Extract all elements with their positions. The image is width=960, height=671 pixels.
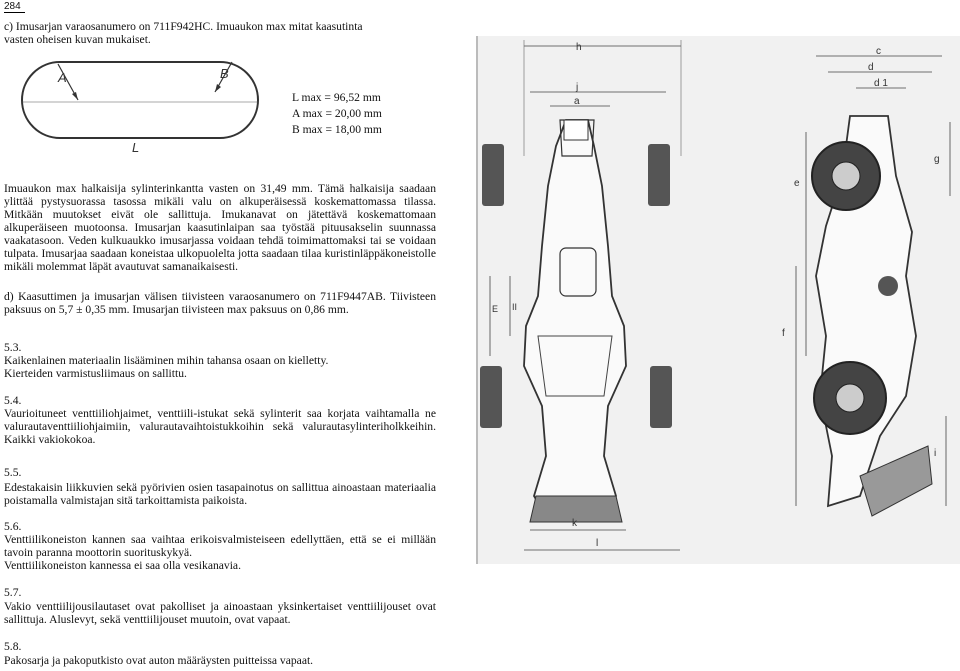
label-l: L — [132, 140, 140, 155]
section-5-8-heading: 5.8. — [4, 640, 22, 653]
label-a: A — [58, 70, 67, 85]
dim-label-i: i — [934, 448, 937, 459]
rear-wheel-right — [650, 366, 672, 428]
page-number: 284 — [4, 1, 25, 13]
dim-label-k: k — [572, 518, 577, 529]
section-5-6-text: Venttiilikoneiston kannen saa vaihtaa erikoisvalmisteiseen edellyttäen, että se ei millään tavoin paranna moottorin suorituskykyä. Venttiilikoneiston kannessa ei saa olla vesikanavia. — [4, 533, 436, 572]
intake-intro-line-2: vasten oheisen kuvan mukaiset. — [4, 33, 151, 46]
section-5-7-text: Vakio venttiilijousilautaset ovat pakolliset ja ainoastaan yksinkertaiset venttiilijouset ovat sallittuja. Aluslevyt, sekä venttiilijouset muutoin, ovat vapaat. — [4, 600, 436, 626]
intake-body: Imuaukon max halkaisija sylinterinkantta vasten on 31,49 mm. Tämä halkaisija saadaan ylittää pystysuorassa tasossa mikäli valu on alkuperäisessä koskemattomassa tilassa. Mitkään muutokset eivät ole sallittuja. Imukanavat on jätettävä koskemattomaan alkuperäiseen muotoonsa. Imusarjan kaasutinlaipan saa työstää pituusakselin suunnassa vaakatasoon. Veden kulkuaukko imusarjassa voidaan tehdä toimimattomaksi tai se voidaan tulpata. Imusarjaa saadaan koneistaa ulkopuolelta jotta saadaan tilaa kuristinläppäkoneistolle mikäli molemmat läpät avautuvat samanaikaisesti. — [4, 182, 436, 273]
section-5-3-text: Kaikenlainen materiaalin lisääminen mihin tahansa osaan on kielletty. Kierteiden varmistusliimaus on sallittu. — [4, 354, 329, 380]
top-view-nose-tip — [564, 120, 588, 140]
dim-label-l: l — [596, 538, 599, 549]
car-dimension-drawing — [476, 36, 960, 564]
intake-opening-diagram — [20, 48, 260, 158]
dim-label-h: h — [576, 42, 582, 53]
section-5-3-heading: 5.3. — [4, 341, 22, 354]
section-5-7-heading: 5.7. — [4, 586, 22, 599]
intake-intro-line-1: c) Imusarjan varaosanumero on 711F942HC. Imuaukon max mitat kaasutinta — [4, 20, 363, 33]
dim-label-c: c — [876, 46, 881, 57]
dim-label-ii: II — [512, 302, 518, 312]
dim-label-d: d — [868, 62, 874, 73]
section-5-4-text: Vaurioituneet venttiiliohjaimet, venttiili-istukat sekä sylinterit saa korjata vaihtamalla ne valurautaventtiiliohjaimiin, valurautavaihtoistukkoihin sekä valurautasylinteriholkkeihin. Kaikki vakiokokoa. — [4, 407, 436, 446]
intake-intro — [4, 20, 436, 46]
section-5-4-heading: 5.4. — [4, 394, 22, 407]
dim-label-d1: d 1 — [874, 78, 888, 89]
dim-label-f: f — [782, 328, 785, 339]
dim-label-a: a — [574, 96, 580, 107]
radius-a-arrow — [72, 92, 78, 100]
dim-label-eh: E — [492, 304, 499, 314]
spec-l-max: L max = 96,52 mm — [292, 91, 381, 104]
dim-label-j: j — [576, 82, 579, 93]
spec-b-max: B max = 18,00 mm — [292, 123, 382, 136]
dim-label-g: g — [934, 154, 940, 165]
section-5-5-text: Edestakaisin liikkuvien sekä pyörivien osien tasapainotus on sallittua ainoastaan materiaalia poistamalla valmistajan sitä tarkoittamista paikoista. — [4, 481, 436, 507]
section-5-5-heading: 5.5. — [4, 466, 22, 479]
front-wing-left — [482, 144, 504, 206]
label-b: B — [220, 66, 229, 81]
side-driver-helmet — [878, 276, 898, 296]
section-5-6-heading: 5.6. — [4, 520, 22, 533]
dim-label-e: e — [794, 178, 800, 189]
gasket-paragraph: d) Kaasuttimen ja imusarjan välisen tiivisteen varaosanumero on 711F9447AB. Tiivisteen paksuus on 5,7 ± 0,35 mm. Imusarjan tiivisteen max paksuus on 0,86 mm. — [4, 290, 436, 316]
rear-wheel-left — [480, 366, 502, 428]
section-5-8-text: Pakosarja ja pakoputkisto ovat auton määräysten puitteissa vapaat. — [4, 654, 314, 667]
intake-spec-list — [292, 90, 382, 138]
front-wing-right — [648, 144, 670, 206]
spec-a-max: A max = 20,00 mm — [292, 107, 382, 120]
radius-b-arrow — [215, 84, 221, 92]
